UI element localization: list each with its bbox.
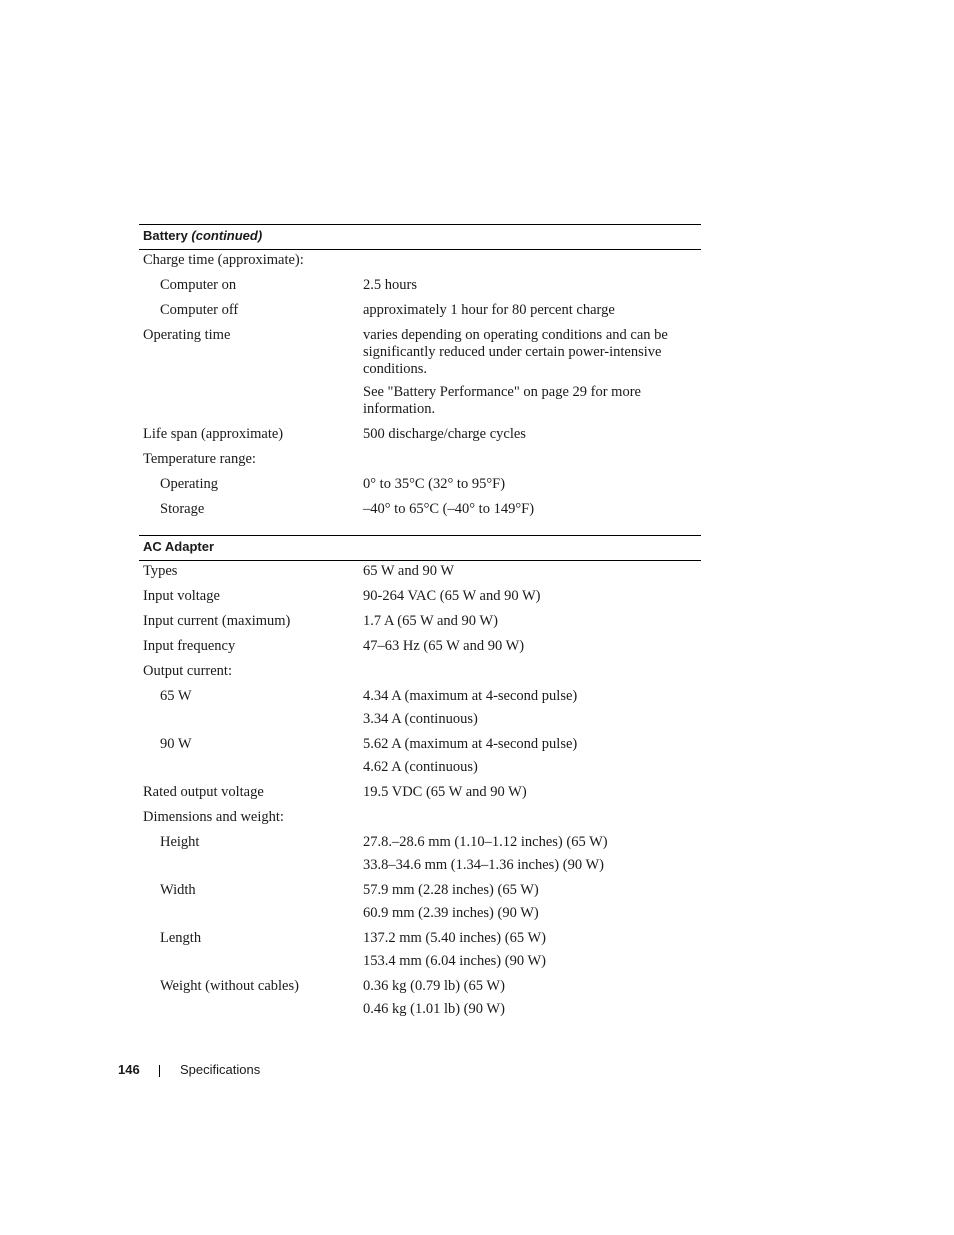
spec-label: Operating: [160, 476, 218, 492]
footer-section-title: Specifications: [180, 1062, 261, 1077]
spec-label: Input voltage: [143, 588, 220, 604]
spec-row: [139, 801, 701, 826]
spec-value: –40° to 65°C (–40° to 149°F): [363, 501, 535, 517]
spec-row: [139, 580, 701, 605]
spec-row: [139, 776, 701, 801]
spec-label: Storage: [160, 501, 205, 517]
spec-value: 500 discharge/charge cycles: [363, 426, 526, 442]
spec-label: [139, 857, 363, 874]
spec-row: [139, 922, 701, 947]
spec-label: [139, 711, 363, 728]
spec-value: 0.46 kg (1.01 lb) (90 W): [363, 1001, 505, 1017]
spec-row: [139, 826, 701, 851]
spec-row: [139, 443, 701, 468]
spec-row: [139, 269, 701, 294]
spec-row: [139, 319, 701, 378]
spec-value: [363, 809, 701, 826]
spec-row: [139, 561, 701, 580]
ac-adapter-rows: [139, 561, 701, 1018]
spec-row: [139, 418, 701, 443]
battery-title: Battery: [143, 228, 188, 243]
spec-value: 3.34 A (continuous): [363, 711, 478, 727]
spec-row: [139, 728, 701, 753]
spec-value: 57.9 mm (2.28 inches) (65 W): [363, 882, 539, 898]
spec-value: [363, 663, 701, 680]
spec-row: [139, 680, 701, 705]
spec-value: 5.62 A (maximum at 4-second pulse): [363, 736, 578, 752]
spec-label: Output current:: [143, 663, 232, 679]
spec-label: Types: [143, 563, 178, 579]
spec-label: [139, 384, 363, 418]
spec-label: 90 W: [160, 736, 192, 752]
spec-value: 90-264 VAC (65 W and 90 W): [363, 588, 541, 604]
spec-label: Temperature range:: [143, 451, 256, 467]
spec-value: varies depending on operating conditions and can be significantly reduced under certain power-intensive conditions.: [363, 327, 668, 377]
spec-label: Life span (approximate): [143, 426, 284, 442]
ac-adapter-title: AC Adapter: [143, 539, 215, 554]
battery-section-header: [139, 224, 701, 250]
spec-row: [139, 468, 701, 493]
spec-row: [139, 294, 701, 319]
spec-label: [139, 905, 363, 922]
spec-label: Dimensions and weight:: [143, 809, 284, 825]
spec-value: 65 W and 90 W: [363, 563, 455, 579]
spec-value: 137.2 mm (5.40 inches) (65 W): [363, 930, 546, 946]
spec-label: Input frequency: [143, 638, 236, 654]
spec-row: [139, 378, 701, 418]
spec-row: [139, 753, 701, 776]
spec-label: [139, 759, 363, 776]
spec-label: Computer on: [160, 277, 237, 293]
spec-value: 4.34 A (maximum at 4-second pulse): [363, 688, 578, 704]
spec-value: 2.5 hours: [363, 277, 417, 293]
spec-row: [139, 899, 701, 922]
spec-value: 60.9 mm (2.39 inches) (90 W): [363, 905, 539, 921]
spec-label: Length: [160, 930, 202, 946]
spec-label: Width: [160, 882, 196, 898]
battery-subtitle: (continued): [191, 228, 263, 243]
spec-value: [363, 451, 701, 468]
spec-row: [139, 705, 701, 728]
spec-row: [139, 630, 701, 655]
spec-value: 33.8–34.6 mm (1.34–1.36 inches) (90 W): [363, 857, 604, 873]
spec-table: [139, 224, 701, 1018]
spec-label: 65 W: [160, 688, 192, 704]
spec-value: 27.8.–28.6 mm (1.10–1.12 inches) (65 W): [363, 834, 608, 850]
page-number: 146: [118, 1062, 140, 1077]
spec-row: [139, 605, 701, 630]
spec-row: [139, 250, 701, 269]
footer-divider: [159, 1065, 160, 1077]
spec-label: [139, 1001, 363, 1018]
spec-row: [139, 493, 701, 518]
spec-value: 0° to 35°C (32° to 95°F): [363, 476, 506, 492]
ac-adapter-section-header: [139, 535, 701, 561]
spec-value: 47–63 Hz (65 W and 90 W): [363, 638, 525, 654]
spec-label: Weight (without cables): [160, 978, 299, 994]
spec-label: Input current (maximum): [143, 613, 291, 629]
spec-value: approximately 1 hour for 80 percent charge: [363, 302, 615, 318]
spec-row: [139, 655, 701, 680]
battery-rows: [139, 250, 701, 518]
spec-label: Charge time (approximate):: [143, 252, 304, 268]
spec-label: [139, 953, 363, 970]
spec-value: 1.7 A (65 W and 90 W): [363, 613, 498, 629]
spec-label: Operating time: [143, 327, 231, 343]
spec-row: [139, 851, 701, 874]
spec-row: [139, 947, 701, 970]
spec-value: 0.36 kg (0.79 lb) (65 W): [363, 978, 505, 994]
spec-row: [139, 874, 701, 899]
spec-value: 4.62 A (continuous): [363, 759, 478, 775]
spec-label: Computer off: [160, 302, 239, 318]
spec-value: 19.5 VDC (65 W and 90 W): [363, 784, 527, 800]
spec-value: [363, 252, 701, 269]
spec-row: [139, 970, 701, 995]
spec-value: 153.4 mm (6.04 inches) (90 W): [363, 953, 546, 969]
spec-label: Height: [160, 834, 200, 850]
spec-label: Rated output voltage: [143, 784, 264, 800]
spec-value: See "Battery Performance" on page 29 for more information.: [363, 384, 641, 417]
spec-row: [139, 995, 701, 1018]
